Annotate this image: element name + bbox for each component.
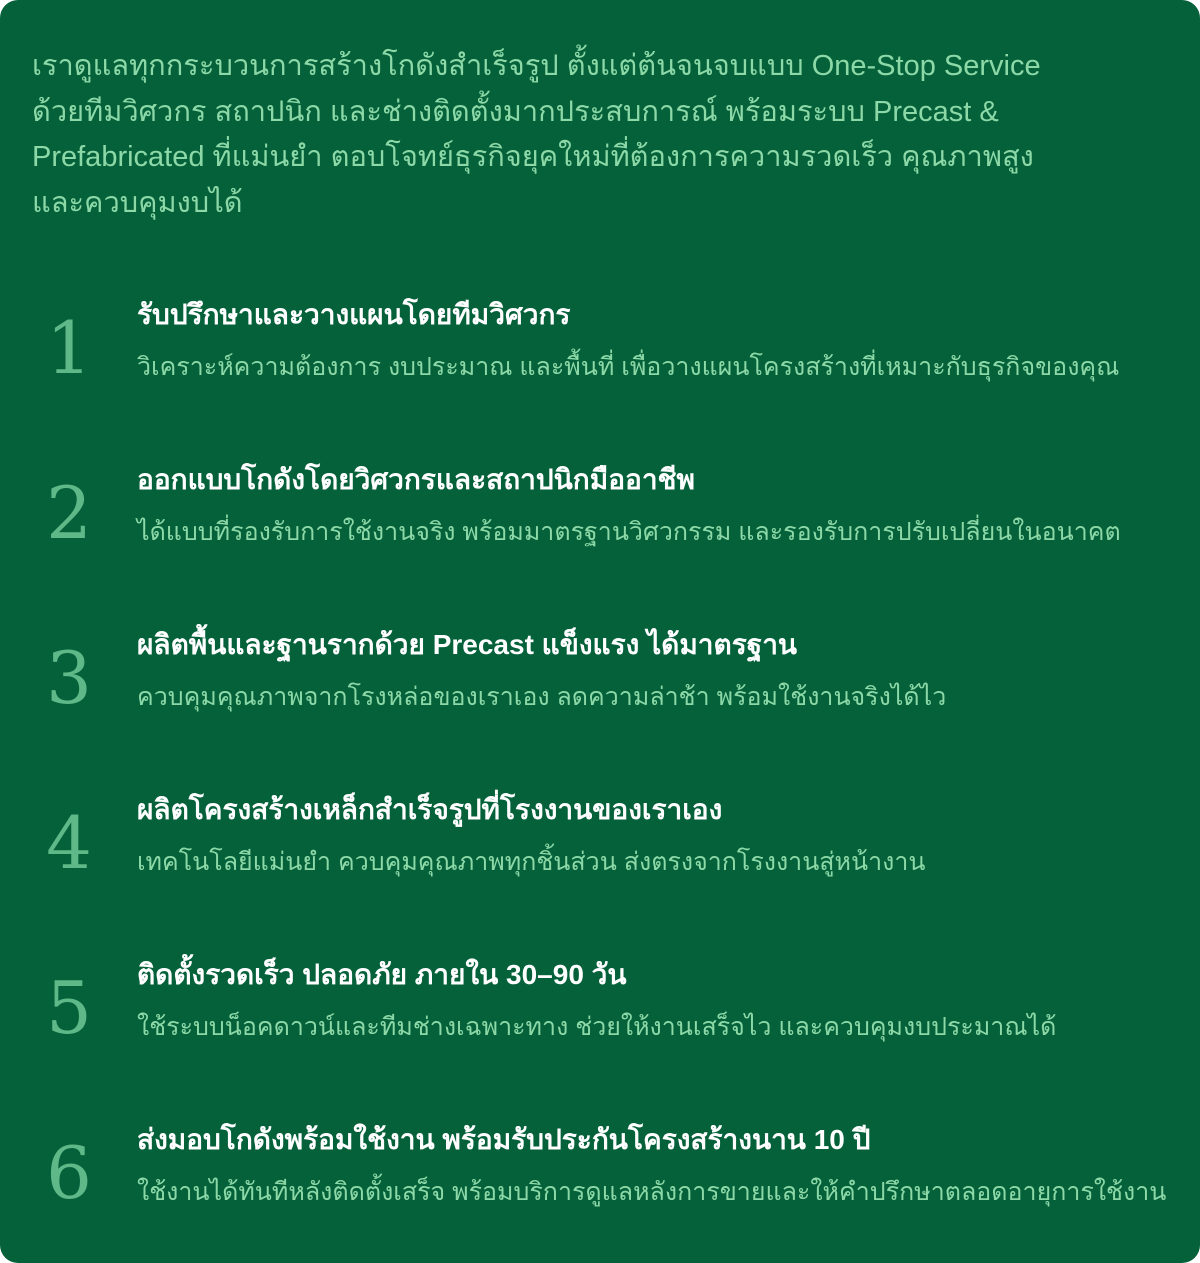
process-step-1 bbox=[0, 293, 1200, 403]
step-number: 2 bbox=[46, 471, 92, 555]
step-number: 6 bbox=[46, 1131, 92, 1215]
intro-line: ด้วยทีมวิศวกร สถาปนิก และช่างติดตั้งมากประสบการณ์ พร้อมระบบ Precast & bbox=[32, 95, 999, 128]
step-number: 1 bbox=[46, 306, 92, 390]
intro-line: เราดูแลทุกกระบวนการสร้างโกดังสำเร็จรูป ตั้งแต่ต้นจนจบแบบ One-Stop Service bbox=[32, 50, 1041, 82]
step-number: 4 bbox=[46, 801, 92, 885]
step-description: เทคโนโลยีแม่นยำ ควบคุมคุณภาพทุกชิ้นส่วน ส่งตรงจากโรงงานสู่หน้างาน bbox=[137, 848, 926, 876]
step-description: ควบคุมคุณภาพจากโรงหล่อของเราเอง ลดความล่าช้า พร้อมใช้งานจริงได้ไว bbox=[137, 683, 947, 711]
intro-paragraph bbox=[32, 44, 1112, 226]
step-title: ติดตั้งรวดเร็ว ปลอดภัย ภายใน 30–90 วัน bbox=[137, 959, 627, 990]
step-title: ผลิตพื้นและฐานรากด้วย Precast แข็งแรง ได้มาตรฐาน bbox=[137, 629, 798, 660]
step-title: ผลิตโครงสร้างเหล็กสำเร็จรูปที่โรงงานของเราเอง bbox=[137, 794, 723, 825]
step-description: ใช้งานได้ทันทีหลังติดตั้งเสร็จ พร้อมบริการดูแลหลังการขายและให้คำปรึกษาตลอดอายุการใช้งาน bbox=[137, 1178, 1167, 1206]
step-title: ส่งมอบโกดังพร้อมใช้งาน พร้อมรับประกันโครงสร้างนาน 10 ปี bbox=[137, 1124, 871, 1155]
step-description: ใช้ระบบน็อคดาวน์และทีมช่างเฉพาะทาง ช่วยให้งานเสร็จไว และควบคุมงบประมาณได้ bbox=[137, 1013, 1057, 1041]
step-description: วิเคราะห์ความต้องการ งบประมาณ และพื้นที่ เพื่อวางแผนโครงสร้างที่เหมาะกับธุรกิจของคุณ bbox=[137, 353, 1120, 381]
step-title: ออกแบบโกดังโดยวิศวกรและสถาปนิกมืออาชีพ bbox=[137, 464, 696, 495]
process-step-6 bbox=[0, 1118, 1200, 1228]
intro-line: และควบคุมงบได้ bbox=[32, 186, 243, 219]
process-step-2 bbox=[0, 458, 1200, 568]
intro-line: Prefabricated ที่แม่นยำ ตอบโจทย์ธุรกิจยุคใหม่ที่ต้องการความรวดเร็ว คุณภาพสูง bbox=[32, 141, 1034, 173]
process-step-4 bbox=[0, 788, 1200, 898]
step-number: 3 bbox=[46, 636, 92, 720]
step-title: รับปรึกษาและวางแผนโดยทีมวิศวกร bbox=[137, 299, 571, 330]
process-step-5 bbox=[0, 953, 1200, 1063]
step-number: 5 bbox=[46, 966, 92, 1050]
step-description: ได้แบบที่รองรับการใช้งานจริง พร้อมมาตรฐานวิศวกรรม และรองรับการปรับเปลี่ยนในอนาคต bbox=[137, 518, 1121, 546]
process-step-3 bbox=[0, 623, 1200, 733]
